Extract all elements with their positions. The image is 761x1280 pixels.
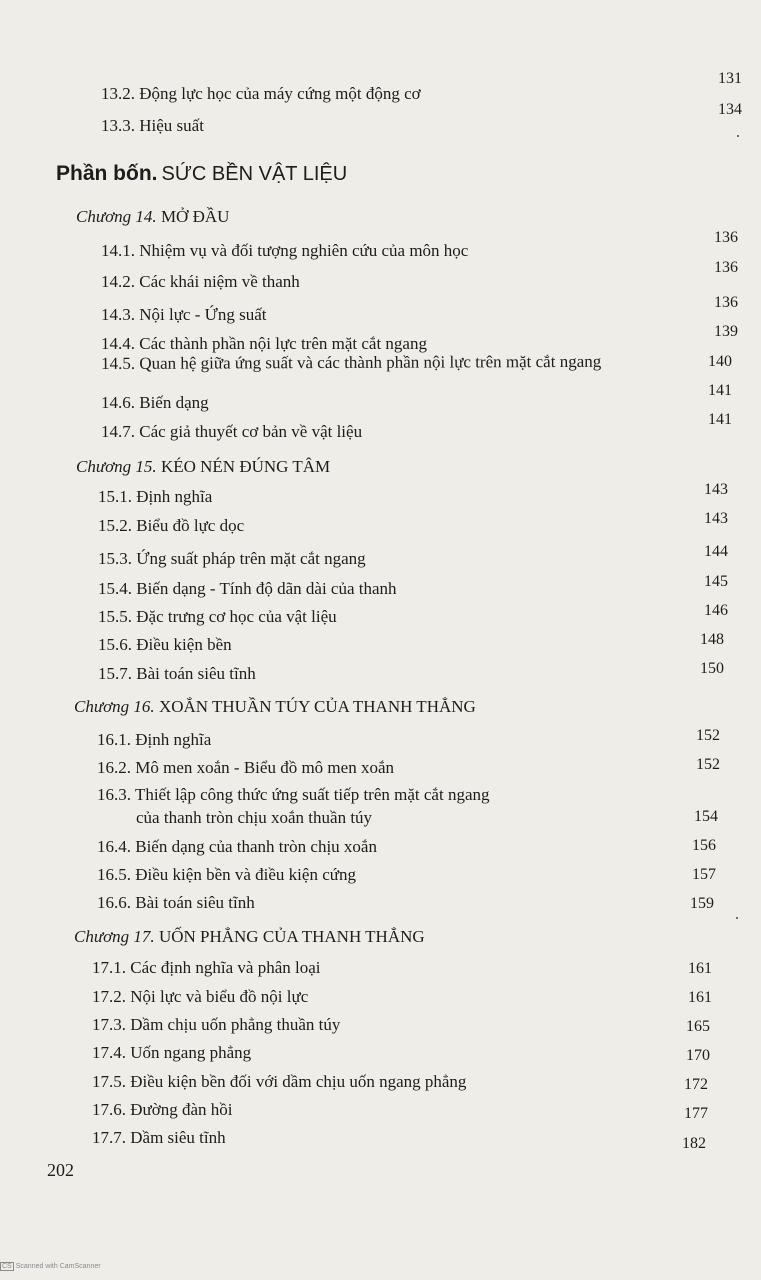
part-heading xyxy=(56,162,347,186)
toc-entry-17-7: 17.7. Dầm siêu tĩnh xyxy=(92,1128,226,1147)
page-ref-17-5: 172 xyxy=(684,1076,708,1093)
page-ref-15-5: 146 xyxy=(704,602,728,619)
page-number: 202 xyxy=(47,1160,74,1180)
chapter-17-title: UỐN PHẲNG CỦA THANH THẲNG xyxy=(158,927,425,946)
page-ref-17-2: 161 xyxy=(688,989,712,1006)
chapter-15-number: Chương 15. xyxy=(76,457,157,476)
scanner-badge: CS xyxy=(2,1263,12,1270)
toc-entry-14-1: 14.1. Nhiệm vụ và đối tượng nghiên cứu của môn học xyxy=(101,241,469,260)
toc-entry-17-5: 17.5. Điều kiện bền đối với dầm chịu uốn ngang phẳng xyxy=(92,1072,467,1091)
part-prefix: Phần bốn. xyxy=(56,162,158,185)
chapter-14-heading xyxy=(76,207,229,227)
toc-entry-14-3: 14.3. Nội lực - Ứng suất xyxy=(101,305,267,324)
page-ref-15-4: 145 xyxy=(704,573,728,590)
toc-entry-15-1: 15.1. Định nghĩa xyxy=(98,487,213,506)
toc-entry-15-2: 15.2. Biểu đồ lực dọc xyxy=(98,516,245,535)
page-ref-13-3: 134 xyxy=(718,101,742,118)
toc-entry-14-7: 14.7. Các giả thuyết cơ bản về vật liệu xyxy=(101,422,363,441)
page-ref-14-3: 136 xyxy=(714,294,738,311)
page-ref-14-1: 136 xyxy=(714,229,738,246)
toc-entry-17-2: 17.2. Nội lực và biểu đồ nội lực xyxy=(92,987,309,1006)
page-ref-17-4: 170 xyxy=(686,1047,710,1064)
toc-entry-17-1: 17.1. Các định nghĩa và phân loại xyxy=(92,958,321,977)
page-ref-14-6: 141 xyxy=(708,382,732,399)
toc-entry-15-7: 15.7. Bài toán siêu tĩnh xyxy=(98,664,256,683)
chapter-16-title: XOẮN THUẦN TÚY CỦA THANH THẲNG xyxy=(158,697,476,716)
chapter-16-heading xyxy=(74,697,476,717)
scanner-watermark xyxy=(0,1262,101,1271)
chapter-15-title: KÉO NÉN ĐÚNG TÂM xyxy=(160,457,331,476)
toc-entry-16-3: 16.3. Thiết lập công thức ứng suất tiếp trên mặt cắt ngang xyxy=(97,785,490,804)
chapter-16-number: Chương 16. xyxy=(74,697,155,716)
page-ref-15-2: 143 xyxy=(704,510,728,527)
toc-entry-14-5: 14.5. Quan hệ giữa ứng suất và các thành phần nội lực trên mặt cắt ngang xyxy=(101,351,602,373)
toc-entry-16-6: 16.6. Bài toán siêu tĩnh xyxy=(97,893,255,912)
page-ref-14-7: 141 xyxy=(708,411,732,428)
toc-entry-14-6: 14.6. Biến dạng xyxy=(101,393,209,412)
page-ref-13-2: 131 xyxy=(718,70,742,87)
toc-entry-16-1: 16.1. Định nghĩa xyxy=(97,730,212,749)
page-ref-17-3: 165 xyxy=(686,1018,710,1035)
chapter-17-heading xyxy=(74,927,425,947)
page-ref-16-6: 159 xyxy=(690,895,714,912)
chapter-14-number: Chương 14. xyxy=(76,207,157,226)
scanner-text: Scanned with CamScanner xyxy=(15,1263,101,1270)
page-ref-16-1: 152 xyxy=(696,727,720,744)
toc-entry-16-5: 16.5. Điều kiện bền và điều kiện cứng xyxy=(97,865,356,884)
page-ref-15-3: 144 xyxy=(704,543,728,560)
scan-speck xyxy=(736,917,738,919)
page-ref-17-1: 161 xyxy=(688,960,712,977)
page-ref-15-7: 150 xyxy=(700,660,724,677)
page-ref-14-5: 140 xyxy=(708,353,732,370)
page-ref-14-4: 139 xyxy=(714,323,738,340)
page-ref-15-1: 143 xyxy=(704,481,728,498)
part-title: SỨC BỀN VẬT LIỆU xyxy=(161,163,348,185)
page-ref-17-6: 177 xyxy=(684,1105,708,1122)
page-ref-16-5: 157 xyxy=(692,866,716,883)
page-ref-17-7: 182 xyxy=(682,1135,706,1152)
toc-entry-15-4: 15.4. Biến dạng - Tính độ dãn dài của thanh xyxy=(98,579,397,598)
page-ref-16-4: 156 xyxy=(692,837,716,854)
toc-entry-14-2: 14.2. Các khái niệm về thanh xyxy=(101,272,300,291)
toc-entry-15-3: 15.3. Ứng suất pháp trên mặt cắt ngang xyxy=(98,549,366,568)
page-ref-16-3: 154 xyxy=(694,808,718,825)
chapter-15-heading xyxy=(76,457,330,477)
chapter-14-title: MỞ ĐẦU xyxy=(160,207,230,226)
scan-speck xyxy=(737,135,739,137)
toc-entry-13-3: 13.3. Hiệu suất xyxy=(101,116,204,135)
chapter-17-number: Chương 17. xyxy=(74,927,155,946)
toc-entry-14-4: 14.4. Các thành phần nội lực trên mặt cắt ngang xyxy=(101,334,427,353)
toc-entry-17-6: 17.6. Đường đàn hồi xyxy=(92,1100,233,1119)
toc-entry-16-2: 16.2. Mô men xoắn - Biểu đồ mô men xoắn xyxy=(97,758,394,777)
toc-entry-15-6: 15.6. Điều kiện bền xyxy=(98,635,232,654)
toc-entry-16-3-cont: của thanh tròn chịu xoắn thuần túy xyxy=(136,808,373,827)
page-ref-14-2: 136 xyxy=(714,259,738,276)
page-ref-16-2: 152 xyxy=(696,756,720,773)
page-ref-15-6: 148 xyxy=(700,631,724,648)
toc-entry-16-4: 16.4. Biến dạng của thanh tròn chịu xoắn xyxy=(97,837,377,856)
toc-entry-15-5: 15.5. Đặc trưng cơ học của vật liệu xyxy=(98,607,337,626)
toc-entry-17-4: 17.4. Uốn ngang phẳng xyxy=(92,1043,252,1062)
toc-entry-13-2: 13.2. Động lực học của máy cứng một động cơ xyxy=(101,84,421,103)
toc-entry-17-3: 17.3. Dầm chịu uốn phẳng thuần túy xyxy=(92,1015,341,1034)
